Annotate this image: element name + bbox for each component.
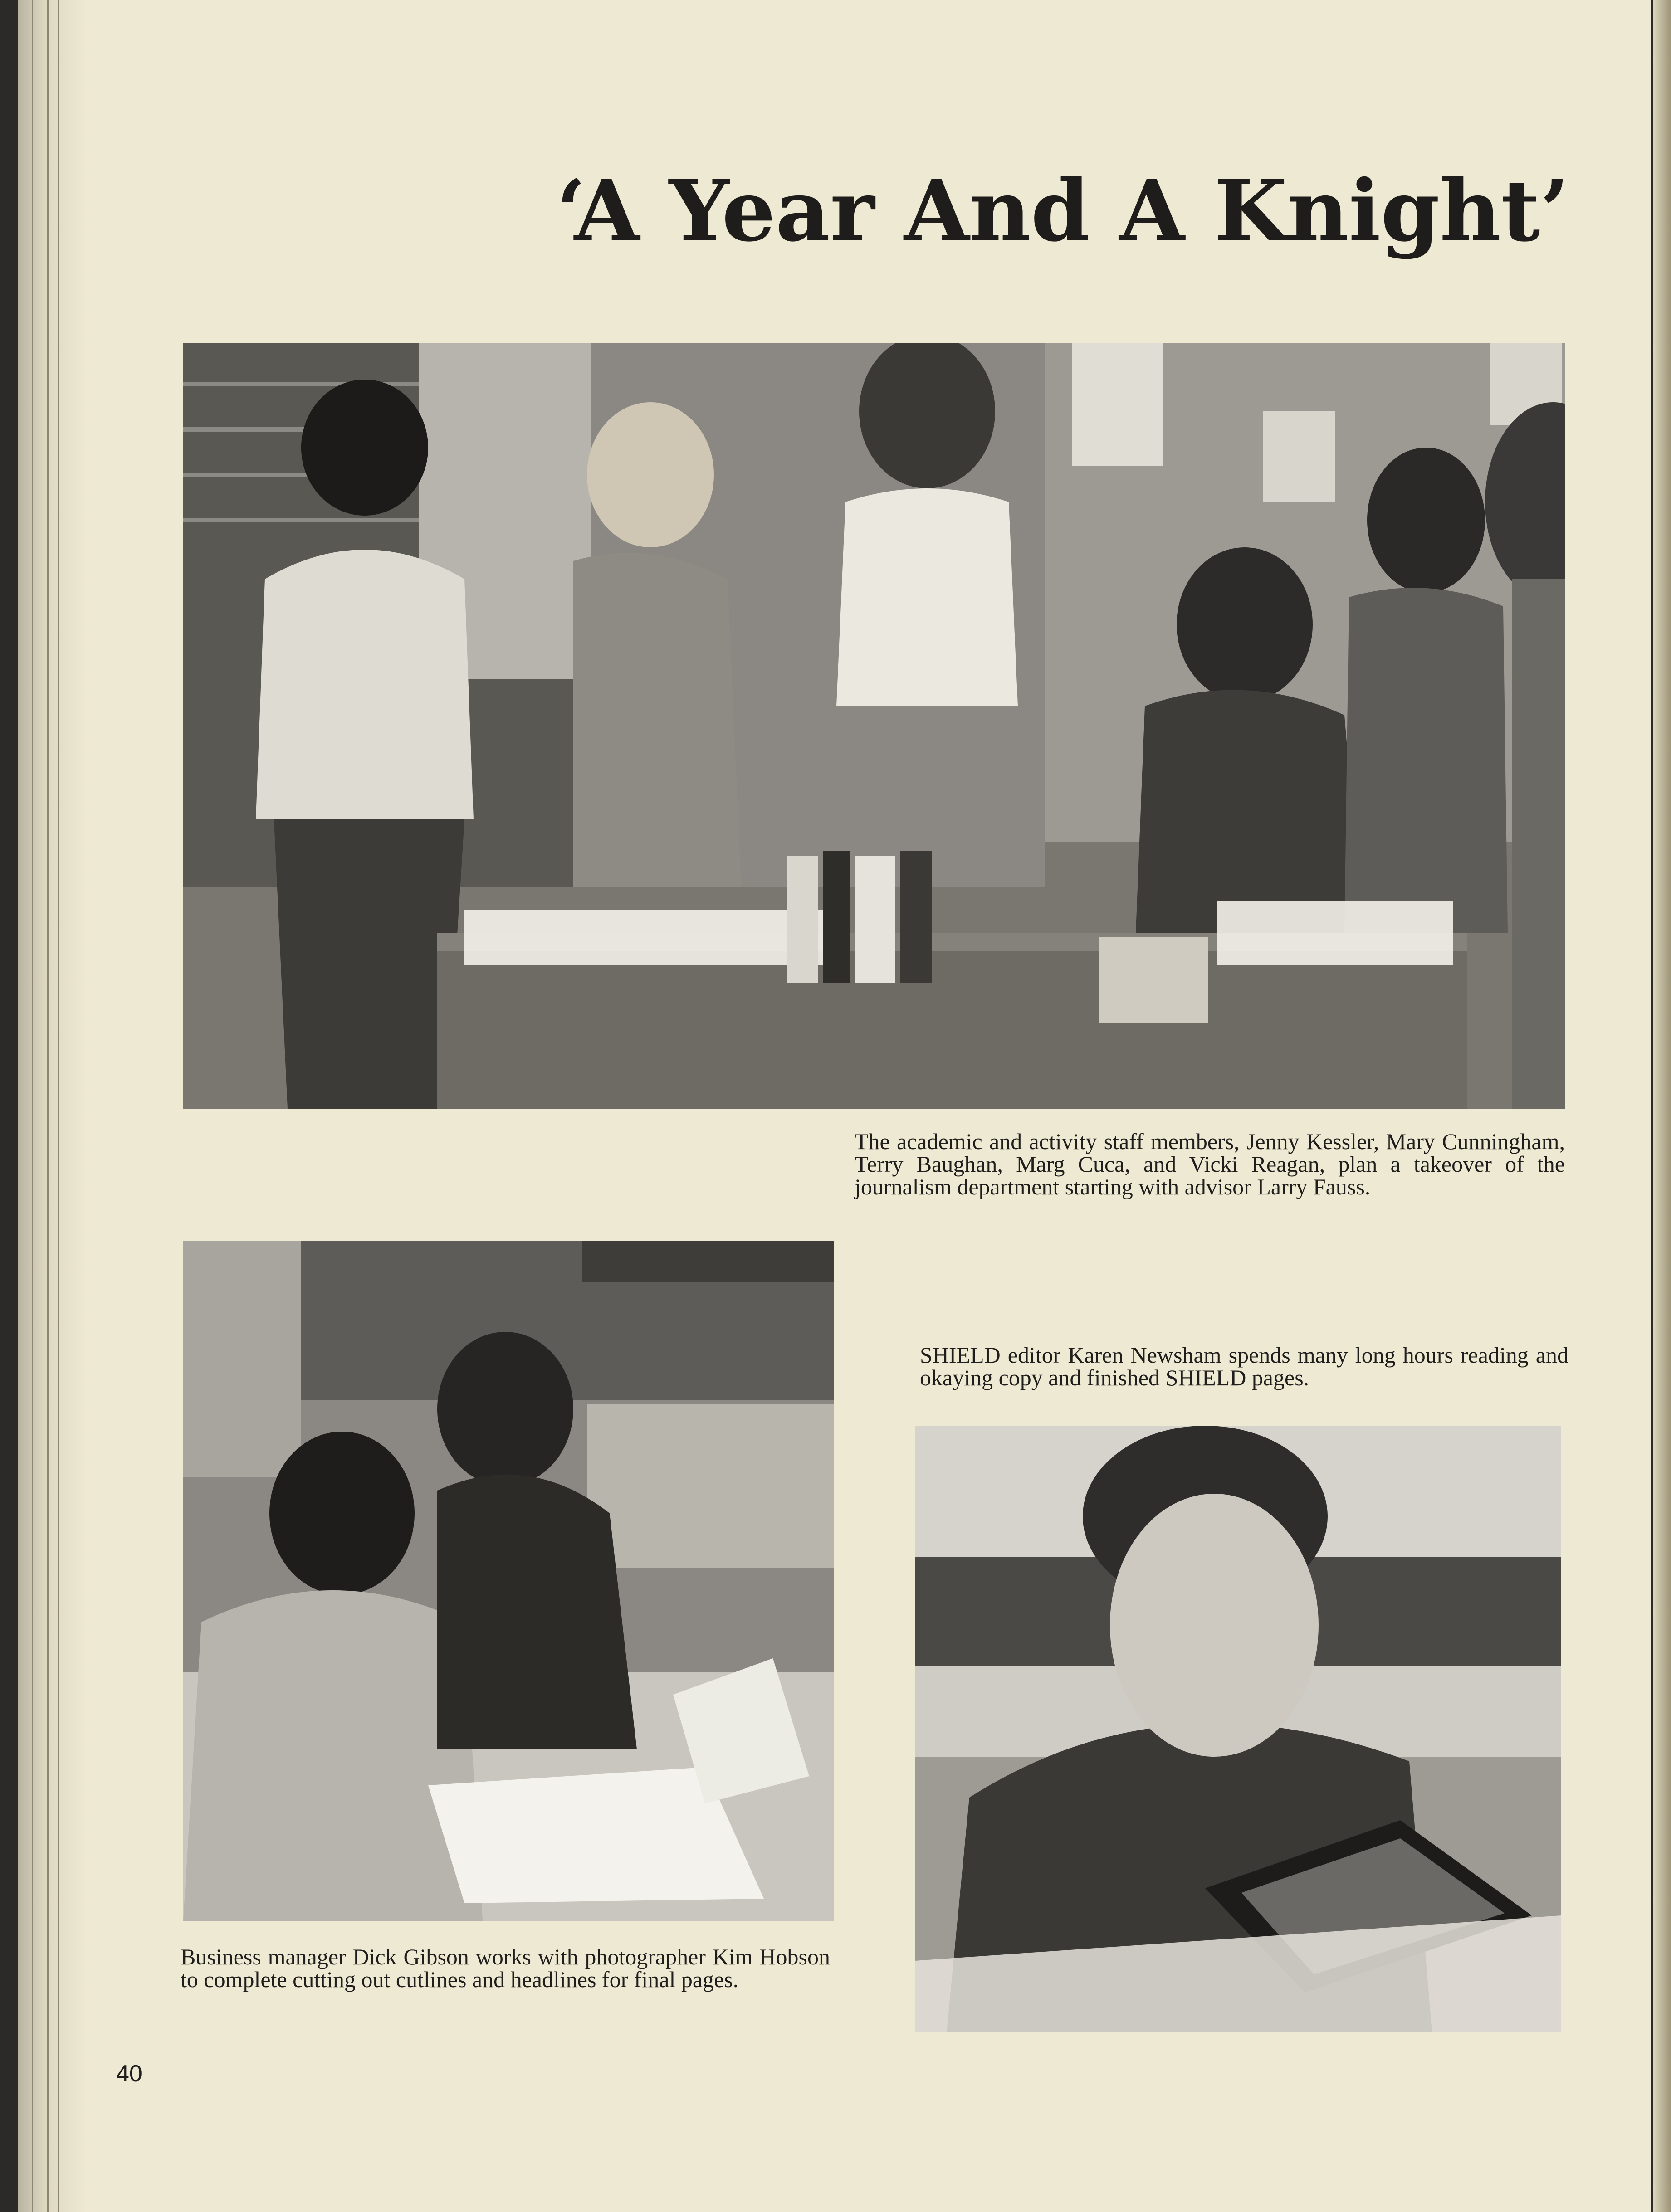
page-binding: [18, 0, 86, 2212]
binding-line: [58, 0, 59, 2212]
binding-line: [32, 0, 33, 2212]
business-manager-photo: [183, 1241, 834, 1921]
shield-editor-photo: [915, 1426, 1561, 2032]
page-number: 40: [116, 2061, 142, 2087]
bottom-right-caption: SHIELD editor Karen Newsham spends many long hours reading and okaying copy and finished SHIELD pages.: [920, 1342, 1568, 1390]
top-photo-caption: The academic and activity staff members, Jenny Kessler, Mary Cunningham, Terry Baughan, Marg Cuca, and Vicki Reagan, plan a takeover of the journalism department starting with advisor Larry Fauss.: [855, 1129, 1565, 1199]
page-edge: [1653, 0, 1671, 2212]
binding-line: [47, 0, 49, 2212]
staff-group-photo: [183, 343, 1565, 1109]
bottom-left-caption: Business manager Dick Gibson works with photographer Kim Hobson to complete cutting out cutlines and headlines for final pages.: [181, 1944, 830, 1992]
page-title: ‘A Year And A Knight’: [556, 161, 1569, 260]
